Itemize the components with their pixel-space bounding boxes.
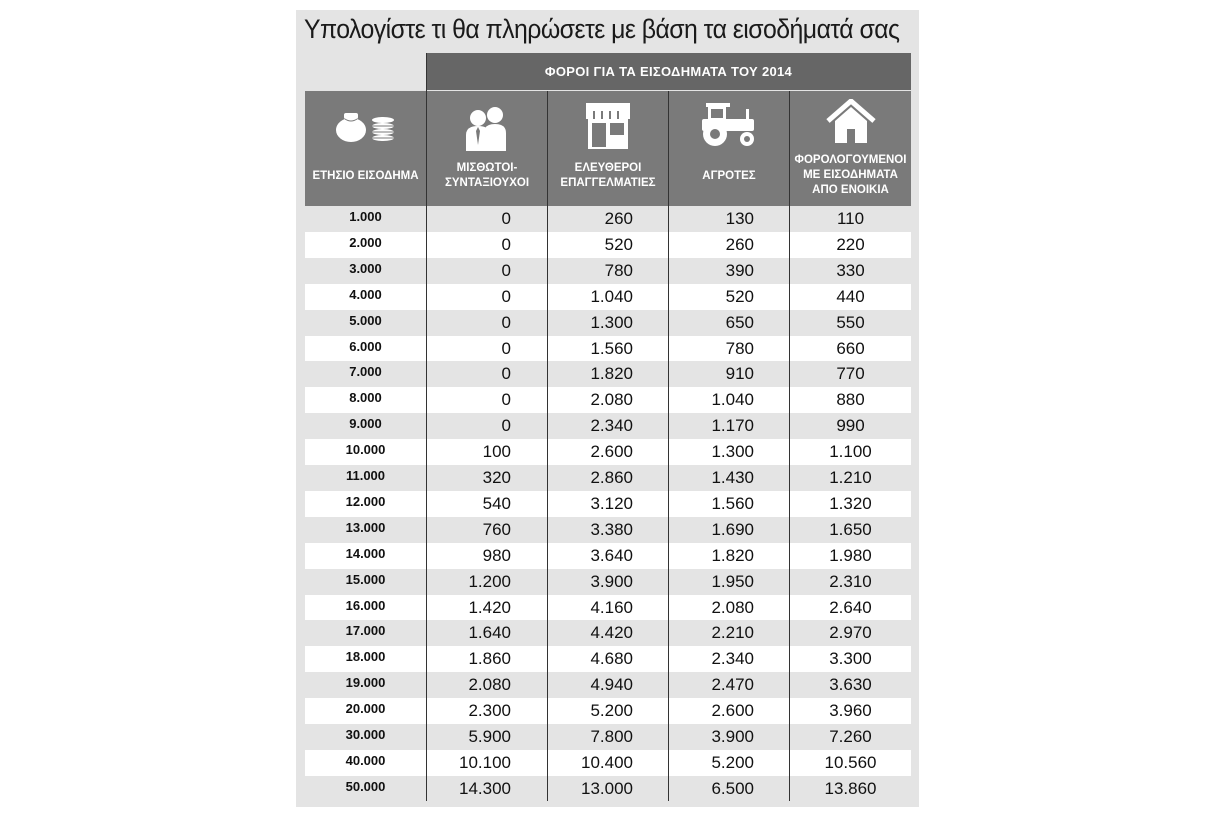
- employees-tax-cell: 1.640: [468, 623, 511, 643]
- freelancers-tax-cell: 3.640: [590, 545, 633, 565]
- rentals-tax-cell: 110: [836, 209, 865, 228]
- rentals-tax-cell: 770: [836, 364, 865, 384]
- income-cell: 5.000: [349, 312, 382, 328]
- freelancers-tax-cell: 4.940: [590, 675, 633, 695]
- employees-tax-cell: 2.300: [468, 701, 511, 721]
- freelancers-tax-cell: 4.420: [590, 623, 633, 643]
- table-row: [305, 646, 911, 672]
- table-row: [305, 595, 911, 621]
- rentals-tax-cell: 330: [836, 260, 865, 280]
- income-cell: 50.000: [345, 778, 386, 794]
- income-cell: 20.000: [345, 701, 386, 717]
- rentals-tax-cell: 2.640: [829, 597, 872, 617]
- employees-tax-cell: 760: [482, 519, 511, 539]
- employees-tax-cell: 14.300: [459, 778, 511, 798]
- table-row: [305, 724, 911, 750]
- header-income: [305, 91, 426, 206]
- table-row: [305, 750, 911, 776]
- farmers-tax-cell: 2.210: [711, 623, 754, 643]
- header-employees-label: ΜΙΣΘΩΤΟΙ- ΣΥΝΤΑΞΙΟΥΧΟΙ: [444, 162, 530, 189]
- rentals-tax-cell: 1.100: [829, 442, 872, 462]
- farmers-tax-cell: 1.560: [711, 493, 754, 513]
- farmers-tax-cell: 1.690: [711, 519, 754, 539]
- farmers-tax-cell: 910: [725, 364, 754, 384]
- farmers-tax-cell: 2.340: [711, 649, 754, 669]
- farmers-tax-cell: 130: [725, 209, 754, 228]
- employees-tax-cell: 5.900: [468, 727, 511, 746]
- income-cell: 10.000: [345, 442, 386, 458]
- table-row: [305, 439, 911, 465]
- column-divider: [426, 53, 427, 801]
- table-row: [305, 206, 911, 232]
- table-row: [305, 387, 911, 413]
- rentals-tax-cell: 550: [836, 312, 865, 332]
- farmers-tax-cell: 260: [725, 234, 754, 254]
- column-divider: [668, 91, 669, 801]
- income-cell: 8.000: [349, 390, 382, 406]
- rentals-tax-cell: 2.310: [829, 571, 872, 591]
- farmers-tax-cell: 1.170: [711, 416, 754, 436]
- farmers-tax-cell: 5.200: [711, 752, 754, 772]
- table-row: [305, 491, 911, 517]
- farmers-tax-cell: 6.500: [711, 778, 754, 798]
- header-freelancers-label: ΕΛΕΥΘΕΡΟΙ ΕΠΑΓΓΕΛΜΑΤΙΕΣ: [560, 162, 656, 189]
- income-cell: 1.000: [349, 209, 382, 224]
- employees-tax-cell: 540: [482, 493, 511, 513]
- income-cell: 19.000: [345, 675, 386, 691]
- employees-tax-cell: 0: [501, 234, 511, 254]
- income-cell: 3.000: [349, 260, 382, 276]
- rentals-tax-cell: 1.320: [829, 493, 872, 513]
- rentals-tax-cell: 3.300: [829, 649, 872, 669]
- employees-tax-cell: 1.200: [468, 571, 511, 591]
- table-row: [305, 232, 911, 258]
- table-banner: ΦΟΡΟΙ ΓΙΑ ΤΑ ΕΙΣΟΔΗΜΑΤΑ ΤΟΥ 2014: [426, 53, 911, 90]
- rentals-tax-cell: 990: [836, 416, 865, 436]
- employees-tax-cell: 0: [501, 286, 511, 306]
- freelancers-tax-cell: 2.340: [590, 416, 633, 436]
- farmers-tax-cell: 520: [725, 286, 754, 306]
- freelancers-tax-cell: 4.160: [590, 597, 633, 617]
- rentals-tax-cell: 880: [836, 390, 865, 410]
- income-cell: 30.000: [345, 727, 386, 742]
- freelancers-tax-cell: 13.000: [581, 778, 633, 798]
- freelancers-tax-cell: 7.800: [590, 727, 633, 746]
- income-cell: 40.000: [345, 752, 386, 768]
- employees-tax-cell: 2.080: [468, 675, 511, 695]
- farmers-tax-cell: 650: [725, 312, 754, 332]
- income-cell: 16.000: [345, 597, 386, 613]
- farmers-tax-cell: 3.900: [711, 727, 754, 746]
- income-cell: 15.000: [345, 571, 386, 587]
- income-cell: 18.000: [345, 649, 386, 665]
- rentals-tax-cell: 3.630: [829, 675, 872, 695]
- header-farmers: [669, 91, 789, 206]
- employees-tax-cell: 10.100: [459, 752, 511, 772]
- freelancers-tax-cell: 2.860: [590, 468, 633, 487]
- header-farmers-label: ΑΓΡΟΤΕΣ: [702, 170, 756, 182]
- freelancers-tax-cell: 2.080: [590, 390, 633, 410]
- farmers-tax-cell: 1.820: [711, 545, 754, 565]
- header-rentals: [790, 91, 911, 206]
- column-divider: [547, 91, 548, 801]
- table-row: [305, 361, 911, 387]
- income-cell: 2.000: [349, 234, 382, 250]
- employees-tax-cell: 320: [482, 468, 511, 487]
- employees-tax-cell: 0: [501, 338, 511, 358]
- employees-tax-cell: 1.860: [468, 649, 511, 669]
- rentals-tax-cell: 2.970: [829, 623, 872, 643]
- income-cell: 11.000: [345, 468, 386, 483]
- rentals-tax-cell: 1.210: [829, 468, 872, 487]
- income-cell: 6.000: [349, 338, 382, 354]
- table-row: [305, 336, 911, 362]
- table-row: [305, 413, 911, 439]
- rentals-tax-cell: 10.560: [824, 752, 877, 772]
- employees-tax-cell: 0: [501, 260, 511, 280]
- employees-tax-cell: 0: [501, 416, 511, 436]
- table-row: [305, 569, 911, 595]
- tractor-icon: [669, 101, 789, 147]
- income-cell: 17.000: [345, 623, 386, 639]
- table-row: [305, 517, 911, 543]
- employees-tax-cell: 0: [501, 390, 511, 410]
- house-icon: [790, 99, 911, 143]
- rentals-tax-cell: 660: [836, 338, 865, 358]
- header-freelancers: [548, 91, 668, 206]
- table-row: [305, 310, 911, 336]
- table-row: [305, 620, 911, 646]
- shop-icon: [548, 101, 668, 149]
- income-cell: 7.000: [349, 364, 382, 380]
- freelancers-tax-cell: 780: [604, 260, 633, 280]
- freelancers-tax-cell: 5.200: [590, 701, 633, 721]
- rentals-tax-cell: 13.860: [824, 778, 877, 798]
- column-divider: [789, 91, 790, 801]
- rentals-tax-cell: 1.980: [829, 545, 872, 565]
- freelancers-tax-cell: 3.380: [590, 519, 633, 539]
- table-row: [305, 465, 911, 491]
- freelancers-tax-cell: 3.900: [590, 571, 633, 591]
- income-cell: 14.000: [345, 545, 386, 561]
- employees-tax-cell: 100: [482, 442, 511, 462]
- farmers-tax-cell: 1.950: [711, 571, 754, 591]
- table-row: [305, 776, 911, 802]
- rentals-tax-cell: 7.260: [829, 727, 872, 746]
- table-row: [305, 543, 911, 569]
- employees-tax-cell: 0: [501, 209, 511, 228]
- farmers-tax-cell: 2.080: [711, 597, 754, 617]
- farmers-tax-cell: 1.300: [711, 442, 754, 462]
- table-row: [305, 698, 911, 724]
- farmers-tax-cell: 2.600: [711, 701, 754, 721]
- rentals-tax-cell: 1.650: [829, 519, 872, 539]
- farmers-tax-cell: 390: [725, 260, 754, 280]
- freelancers-tax-cell: 1.040: [590, 286, 633, 306]
- freelancers-tax-cell: 4.680: [590, 649, 633, 669]
- freelancers-tax-cell: 2.600: [590, 442, 633, 462]
- page-title: Υπολογίστε τι θα πληρώσετε με βάση τα εισοδήματά σας: [304, 14, 900, 44]
- employees-tax-cell: 980: [482, 545, 511, 565]
- header-rentals-label: ΦΟΡΟΛΟΓΟΥΜΕΝΟΙ ΜΕ ΕΙΣΟΔΗΜΑΤΑ ΑΠΟ ΕΝΟΙΚΙΑ: [794, 154, 907, 196]
- rentals-tax-cell: 440: [836, 286, 865, 306]
- income-cell: 13.000: [345, 519, 386, 535]
- table-row: [305, 672, 911, 698]
- freelancers-tax-cell: 10.400: [581, 752, 633, 772]
- freelancers-tax-cell: 3.120: [590, 493, 633, 513]
- freelancers-tax-cell: 1.300: [590, 312, 633, 332]
- people-icon: [427, 105, 547, 151]
- farmers-tax-cell: 1.040: [711, 390, 754, 410]
- employees-tax-cell: 1.420: [468, 597, 511, 617]
- rentals-tax-cell: 220: [836, 234, 865, 254]
- table-row: [305, 258, 911, 284]
- income-cell: 9.000: [349, 416, 382, 432]
- freelancers-tax-cell: 520: [604, 234, 633, 254]
- farmers-tax-cell: 2.470: [711, 675, 754, 695]
- freelancers-tax-cell: 1.820: [590, 364, 633, 384]
- header-income-label: ΕΤΗΣΙΟ ΕΙΣΟΔΗΜΑ: [312, 170, 419, 182]
- income-cell: 12.000: [345, 493, 386, 509]
- employees-tax-cell: 0: [501, 312, 511, 332]
- farmers-tax-cell: 780: [725, 338, 754, 358]
- freelancers-tax-cell: 1.560: [590, 338, 633, 358]
- money-bag-coins-icon: [305, 109, 426, 143]
- income-cell: 4.000: [349, 286, 382, 302]
- table-row: [305, 284, 911, 310]
- rentals-tax-cell: 3.960: [829, 701, 872, 721]
- header-employees: [427, 91, 547, 206]
- freelancers-tax-cell: 260: [604, 209, 633, 228]
- employees-tax-cell: 0: [501, 364, 511, 384]
- farmers-tax-cell: 1.430: [711, 468, 754, 487]
